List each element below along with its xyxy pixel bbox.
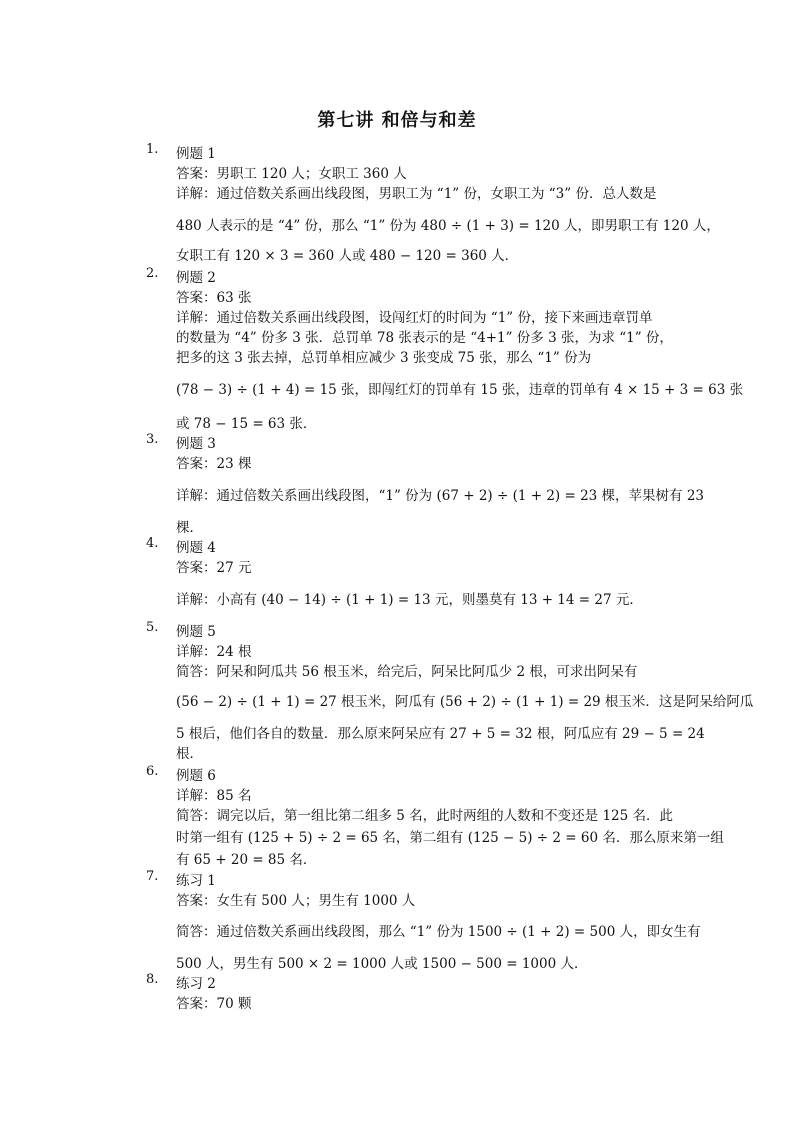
detail-line: 的数量为 “4” 份多 3 张．总罚单 78 张表示的是 “4+1” 份多 3 张，为求 “1” 份， [176, 330, 673, 346]
detail-line: 简答：通过倍数关系画出线段图，那么 “1” 份为 1500 ÷ (1 + 2) = 500 人，即女生有 [176, 924, 701, 940]
page-title: 第七讲 和倍与和差 [317, 110, 477, 131]
detail-line: (78 − 3) ÷ (1 + 4) = 15 张，即闯红灯的罚单有 15 张，违章的罚单有 4 × 15 + 3 = 63 张 [176, 382, 744, 398]
detail-line: 把多的这 3 张去掉，总罚单相应减少 3 张变成 75 张，那么 “1” 份为 [176, 350, 592, 366]
item-heading: 例题 6 [176, 768, 216, 784]
answer-line: 答案：27 元 [176, 560, 252, 576]
answer-line: 答案：23 棵 [176, 456, 252, 472]
answer-line: 详解：24 根 [176, 644, 252, 660]
item-number: 8. [146, 972, 159, 987]
item-heading: 例题 3 [176, 436, 216, 452]
item-number: 1. [146, 142, 159, 157]
detail-line: 时第一组有 (125 + 5) ÷ 2 = 65 名，第二组有 (125 − 5) ÷ 2 = 60 名．那么原来第一组 [176, 830, 724, 846]
detail-line: 详解：通过倍数关系画出线段图，男职工为 “1” 份，女职工为 “3” 份．总人数是 [176, 186, 657, 202]
detail-line: (56 − 2) ÷ (1 + 1) = 27 根玉米，阿瓜有 (56 + 2) ÷ (1 + 1) = 29 根玉米．这是阿呆给阿瓜 [176, 694, 754, 710]
detail-line: 女职工有 120 × 3 = 360 人或 480 − 120 = 360 人． [176, 248, 519, 264]
item-heading: 例题 5 [176, 624, 216, 640]
detail-line: 根． [176, 746, 203, 762]
item-number: 4. [146, 536, 159, 551]
detail-line: 详解：通过倍数关系画出线段图，设闯红灯的时间为 “1” 份，接下来画违章罚单 [176, 310, 653, 326]
item-heading: 例题 2 [176, 270, 216, 286]
item-number: 3. [146, 432, 159, 447]
detail-line: 500 人，男生有 500 × 2 = 1000 人或 1500 − 500 = 1000 人． [176, 956, 588, 972]
detail-line: 棵． [176, 520, 203, 536]
item-number: 5. [146, 620, 159, 635]
answer-line: 详解：85 名 [176, 788, 252, 804]
answer-line: 答案：男职工 120 人；女职工 360 人 [176, 166, 407, 182]
detail-line: 简答：阿呆和阿瓜共 56 根玉米，给完后，阿呆比阿瓜少 2 根，可求出阿呆有 [176, 664, 638, 680]
answer-line: 答案：70 颗 [176, 996, 252, 1012]
detail-line: 有 65 + 20 = 85 名． [176, 852, 317, 868]
detail-line: 详解：小高有 (40 − 14) ÷ (1 + 1) = 13 元，则墨莫有 13 + 14 = 27 元． [176, 592, 643, 608]
detail-line: 480 人表示的是 “4” 份，那么 “1” 份为 480 ÷ (1 + 3) = 120 人，即男职工有 120 人， [176, 218, 720, 234]
item-number: 2. [146, 266, 159, 281]
item-heading: 练习 1 [176, 873, 216, 889]
item-heading: 例题 1 [176, 146, 216, 162]
item-heading: 例题 4 [176, 540, 216, 556]
answer-line: 答案：63 张 [176, 290, 252, 306]
item-number: 6. [146, 764, 159, 779]
detail-line: 或 78 − 15 = 63 张． [176, 416, 317, 432]
item-heading: 练习 2 [176, 976, 216, 992]
item-number: 7. [146, 869, 159, 884]
detail-line: 详解：通过倍数关系画出线段图，“1” 份为 (67 + 2) ÷ (1 + 2) = 23 棵，苹果树有 23 [176, 488, 705, 504]
detail-line: 5 根后，他们各自的数量．那么原来阿呆应有 27 + 5 = 32 根，阿瓜应有 29 − 5 = 24 [176, 726, 705, 742]
detail-line: 简答：调完以后，第一组比第二组多 5 名，此时两组的人数和不变还是 125 名．此 [176, 808, 674, 824]
answer-line: 答案：女生有 500 人；男生有 1000 人 [176, 893, 416, 909]
